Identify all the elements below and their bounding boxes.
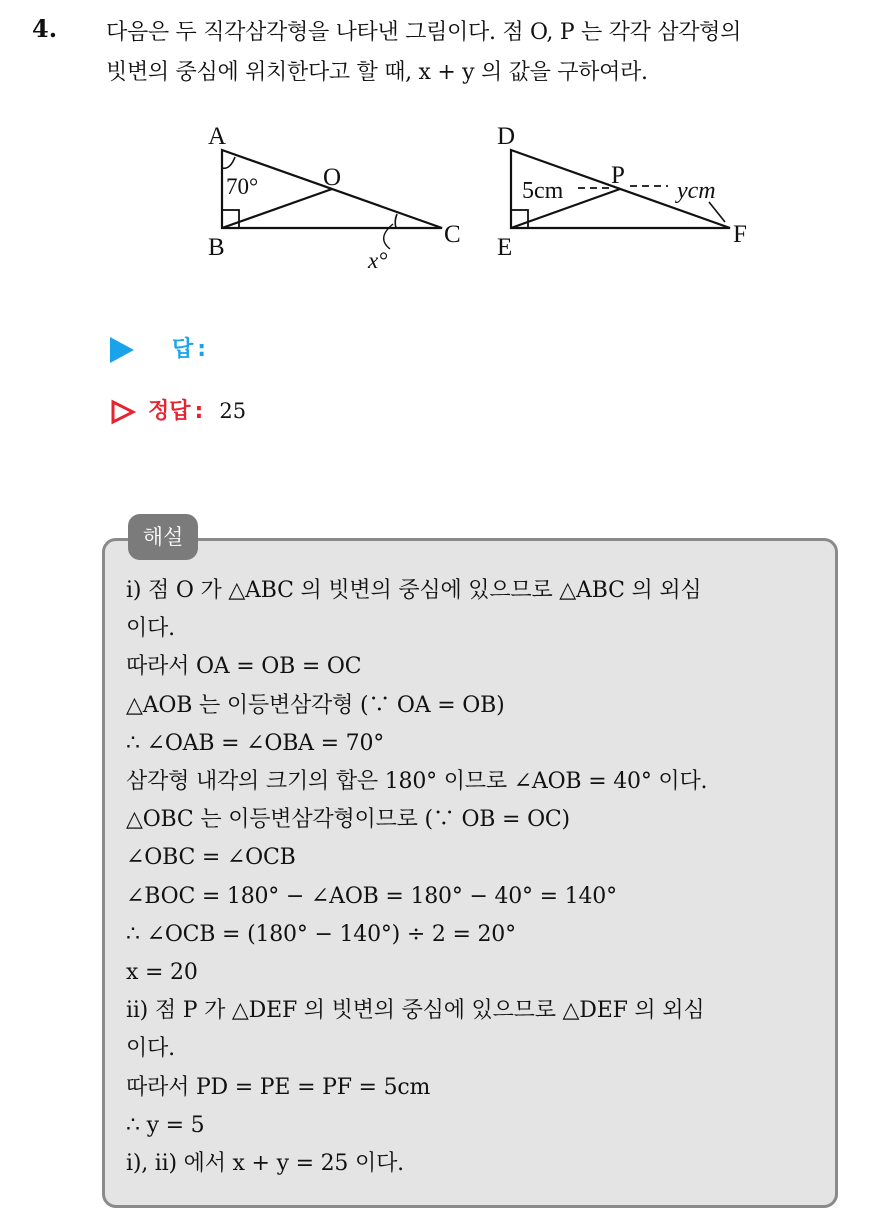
solution-line: 이다. [126, 616, 175, 642]
label-c: C [444, 221, 461, 248]
solution-line: ∴ ∠OAB = ∠OBA = 70° [126, 730, 385, 756]
solution-line: ∴ y = 5 [126, 1112, 205, 1138]
solution-line: ii) 점 P 가 △DEF 의 빗변의 중심에 있으므로 △DEF 의 외심 [126, 998, 705, 1024]
play-triangle-icon [110, 337, 134, 363]
question-number: 4. [32, 14, 58, 43]
label-p: P [611, 162, 625, 189]
outline-triangle-icon [110, 399, 136, 425]
solution-line: ∠OBC = ∠OCB [126, 845, 296, 871]
label-b: B [208, 234, 225, 261]
label-pe: 5cm [522, 178, 564, 204]
answer-label: 답 [172, 337, 194, 362]
correct-answer-value: 25 [219, 399, 247, 423]
question-text [106, 13, 866, 93]
correct-answer-row [110, 394, 246, 425]
question-line-1: 다음은 두 직각삼각형을 나타낸 그림이다. 점 O, P 는 각각 삼각형의 [106, 20, 742, 45]
solution-line: △OBC 는 이등변삼각형이므로 (∵ OB = OC) [126, 807, 570, 833]
label-d: D [497, 123, 516, 150]
label-angle-x: x° [368, 248, 388, 273]
solution-text [126, 572, 832, 1183]
label-o: O [323, 164, 342, 191]
label-angle-a: 70° [226, 174, 259, 199]
correct-answer-colon: : [194, 399, 204, 424]
solution-line: 이다. [126, 1036, 175, 1062]
label-pf: ycm [677, 178, 716, 204]
answer-colon: : [197, 337, 207, 362]
solution-line: i) 점 O 가 △ABC 의 빗변의 중심에 있으므로 △ABC 의 외심 [126, 578, 702, 603]
solution-line: i), ii) 에서 x + y = 25 이다. [126, 1151, 404, 1177]
solution-line: △AOB 는 이등변삼각형 (∵ OA = OB) [126, 692, 505, 718]
label-f: F [733, 221, 747, 248]
solution-line: ∴ ∠OCB = (180° − 140°) ÷ 2 = 20° [126, 921, 516, 947]
solution-line: 따라서 PD = PE = PF = 5cm [126, 1074, 431, 1100]
triangle-figure [180, 110, 780, 280]
solution-line: 따라서 OA = OB = OC [126, 654, 362, 680]
correct-answer-label: 정답 [148, 399, 191, 424]
solution-badge: 해설 [128, 514, 198, 560]
solution-line: 삼각형 내각의 크기의 합은 180° 이므로 ∠AOB = 40° 이다. [126, 769, 708, 795]
solution-line: ∠BOC = 180° − ∠AOB = 180° − 40° = 140° [126, 883, 617, 909]
label-a: A [208, 123, 227, 150]
label-e: E [497, 234, 513, 261]
question-line-2: 빗변의 중심에 위치한다고 할 때, x + y 의 값을 구하여라. [106, 60, 648, 85]
solution-line: x = 20 [126, 960, 198, 986]
answer-row [110, 332, 206, 363]
